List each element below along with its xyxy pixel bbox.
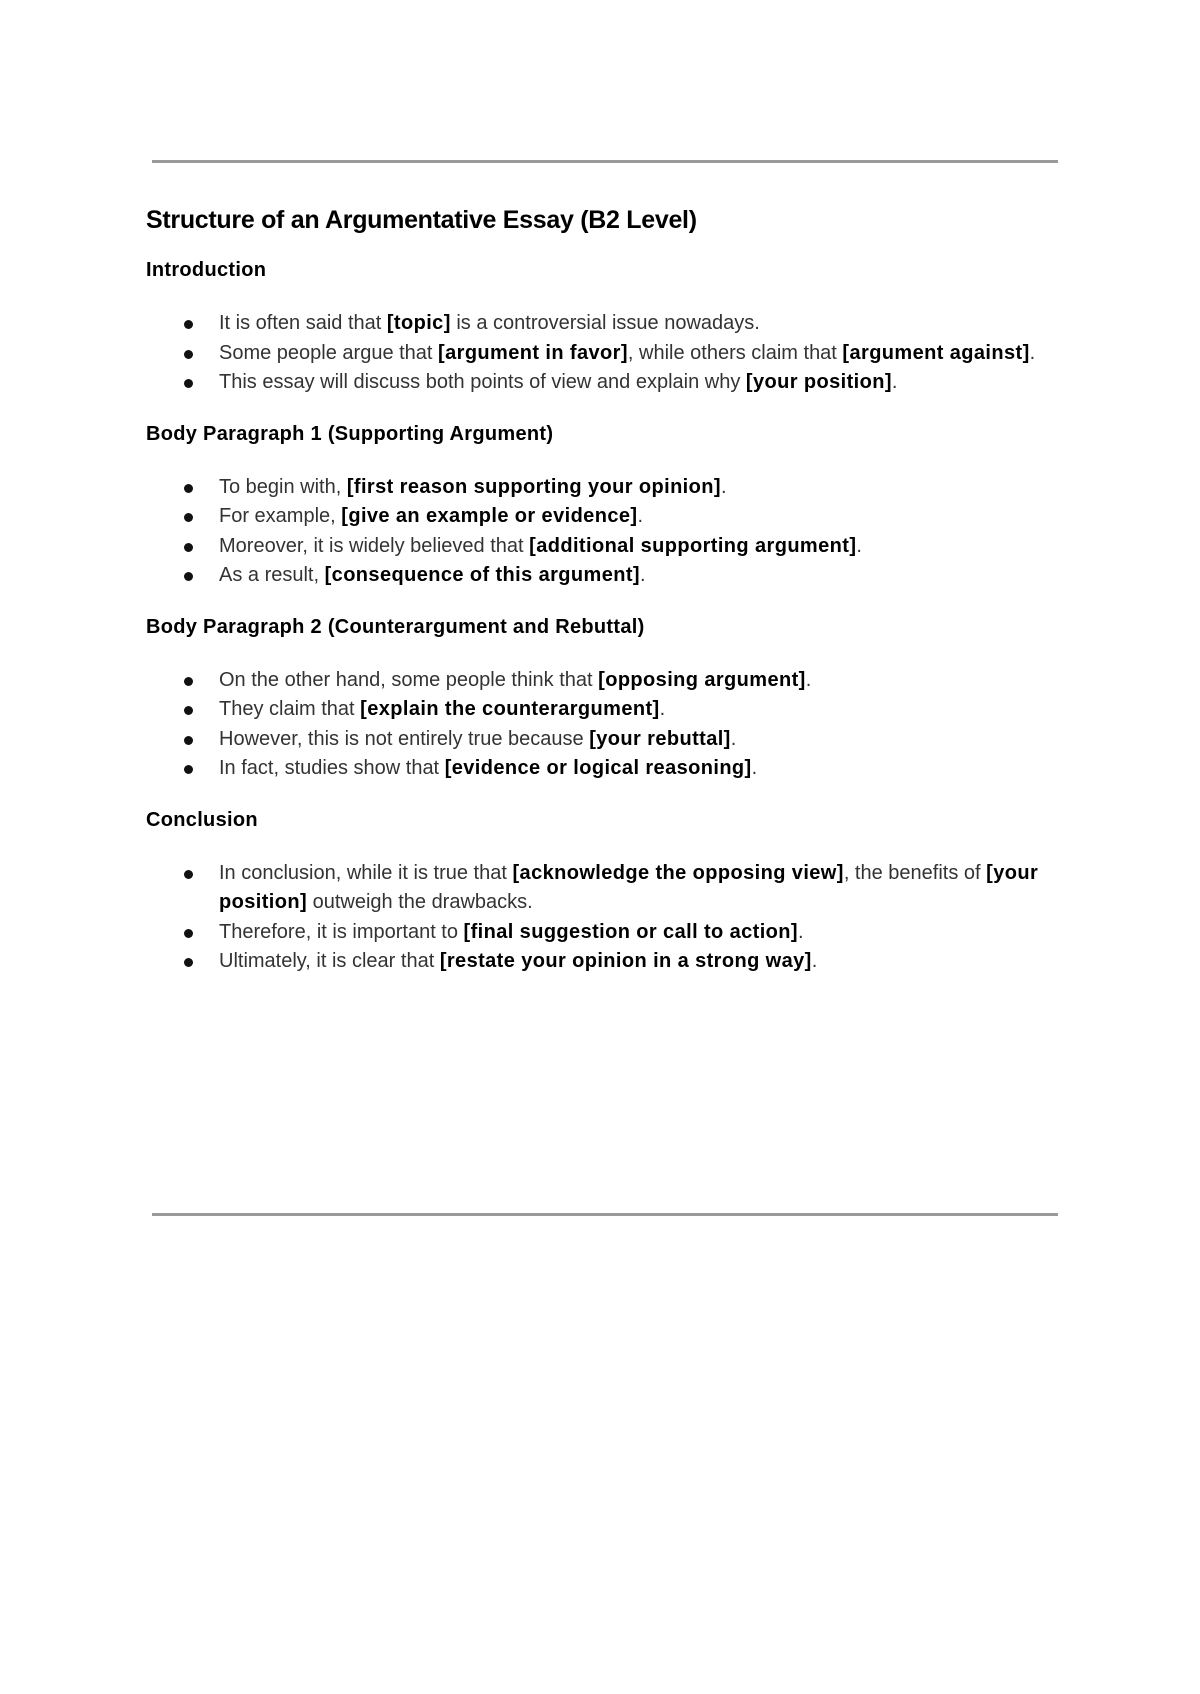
list-item: Ultimately, it is clear that [restate your opinion in a strong way]. — [146, 947, 1066, 977]
section-heading-body-paragraph-1: Body Paragraph 1 (Supporting Argument) — [146, 422, 554, 445]
bullet-icon — [184, 765, 193, 774]
list-item: As a result, [consequence of this argument]. — [146, 561, 1066, 591]
bullet-icon — [184, 350, 193, 359]
list-item: Therefore, it is important to [final suggestion or call to action]. — [146, 918, 1066, 948]
bullet-icon — [184, 379, 193, 388]
list-item: In conclusion, while it is true that [acknowledge the opposing view], the benefits of [your position] outweigh the drawbacks. — [146, 859, 1066, 918]
bottom-divider — [152, 1213, 1058, 1216]
list-item: However, this is not entirely true because [your rebuttal]. — [146, 725, 1066, 755]
document-title: Structure of an Argumentative Essay (B2 Level) — [146, 206, 697, 234]
bullet-icon — [184, 870, 193, 879]
document-body — [146, 198, 1066, 977]
bullet-icon — [184, 543, 193, 552]
conclusion-list — [146, 859, 1066, 977]
bullet-icon — [184, 929, 193, 938]
list-item: Some people argue that [argument in favor], while others claim that [argument against]. — [146, 339, 1066, 369]
bullet-icon — [184, 706, 193, 715]
bullet-icon — [184, 736, 193, 745]
bullet-icon — [184, 484, 193, 493]
list-item: On the other hand, some people think that [opposing argument]. — [146, 666, 1066, 696]
introduction-list — [146, 309, 1066, 398]
list-item: They claim that [explain the counterargument]. — [146, 695, 1066, 725]
list-item: This essay will discuss both points of view and explain why [your position]. — [146, 368, 1066, 398]
top-divider — [152, 160, 1058, 163]
bullet-icon — [184, 572, 193, 581]
list-item: For example, [give an example or evidence]. — [146, 502, 1066, 532]
bullet-icon — [184, 320, 193, 329]
section-heading-body-paragraph-2: Body Paragraph 2 (Counterargument and Rebuttal) — [146, 615, 645, 638]
bullet-icon — [184, 677, 193, 686]
list-item: Moreover, it is widely believed that [additional supporting argument]. — [146, 532, 1066, 562]
section-heading-introduction: Introduction — [146, 259, 267, 281]
list-item: It is often said that [topic] is a controversial issue nowadays. — [146, 309, 1066, 339]
bullet-icon — [184, 513, 193, 522]
bullet-icon — [184, 958, 193, 967]
section-heading-conclusion: Conclusion — [146, 808, 258, 831]
list-item: In fact, studies show that [evidence or logical reasoning]. — [146, 754, 1066, 784]
body-paragraph-1-list — [146, 473, 1066, 591]
list-item: To begin with, [first reason supporting your opinion]. — [146, 473, 1066, 503]
body-paragraph-2-list — [146, 666, 1066, 784]
